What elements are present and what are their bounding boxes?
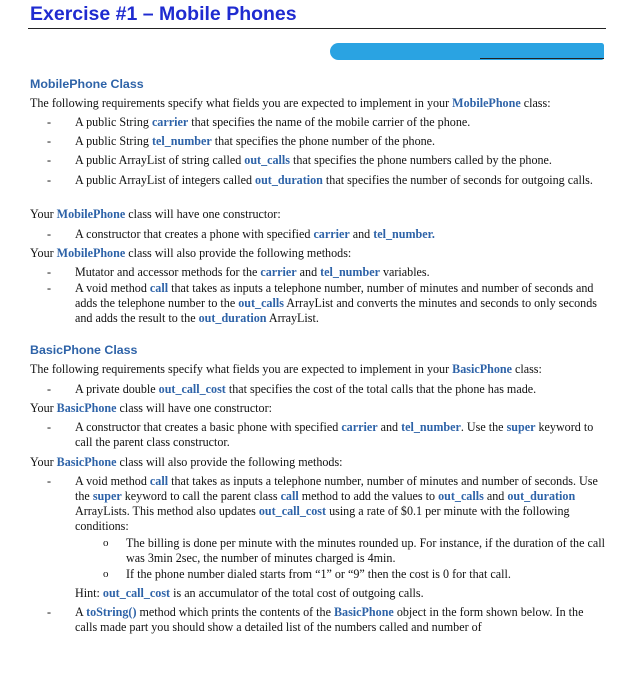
text-segment: class will also provide the following methods: — [116, 455, 343, 469]
text-segment: method to add the values to — [298, 489, 439, 503]
text-segment: A public ArrayList of integers called — [75, 173, 256, 187]
code-keyword: out_call_cost — [258, 504, 327, 518]
text-segment: A private double — [75, 382, 159, 396]
code-keyword: carrier — [260, 265, 297, 279]
text-segment: The following requirements specify what fields you are expected to implement in your — [30, 96, 453, 110]
bullet-dash: - — [47, 605, 52, 619]
text-segment: ArrayLists. This method also updates — [75, 504, 259, 518]
text-segment: A constructor that creates a basic phone with specified — [75, 420, 342, 434]
text-segment: object in the form shown below. In the calls made part you should show a detailed list of the numbers called and number of — [75, 605, 584, 634]
text-segment: The following requirements specify what fields you are expected to implement in your — [30, 362, 453, 376]
text-segment: variables. — [379, 265, 430, 279]
code-keyword: carrier — [151, 115, 189, 129]
code-keyword: out_calls — [238, 296, 284, 310]
text-segment: class will also provide the following methods: — [125, 246, 352, 260]
code-keyword: carrier — [313, 227, 350, 241]
text-segment: ArrayList and converts the minutes and seconds to only seconds and adds the result to the — [75, 296, 597, 325]
basic-method-call — [75, 474, 607, 534]
mobile-field-tel-number — [75, 134, 607, 149]
bullet-circle: o — [103, 568, 109, 580]
condition-rounding: The billing is done per minute with the minutes rounded up. For instance, if the duration of the call was 3min 2sec, the number of minutes charged is 4min. — [126, 536, 605, 565]
mobile-intro — [30, 96, 610, 111]
code-keyword: BasicPhone — [56, 455, 117, 469]
text-segment: A void method — [75, 281, 150, 295]
condition-free-numbers: If the phone number dialed starts from “1” or “9” then the cost is 0 for that call. — [126, 567, 511, 581]
mobile-ctor-intro — [30, 207, 610, 222]
code-keyword: tel_number. — [373, 227, 435, 241]
code-keyword: tel_number — [320, 265, 380, 279]
text-segment: A — [75, 605, 87, 619]
text-segment: and — [377, 420, 402, 434]
code-keyword: BasicPhone — [452, 362, 512, 376]
basic-field-out-call-cost — [75, 382, 607, 397]
text-segment: A constructor that creates a phone with specified — [75, 227, 314, 241]
code-keyword: MobilePhone — [56, 207, 126, 221]
text-segment: Your — [30, 455, 57, 469]
text-segment: Mutator and accessor methods for the — [75, 265, 261, 279]
mobile-field-out-calls — [75, 153, 607, 168]
code-keyword: MobilePhone — [452, 96, 521, 110]
text-segment: and — [296, 265, 321, 279]
mobile-method-call — [75, 281, 607, 326]
text-segment: using a rate of $0.1 per minute with the following conditions: — [75, 504, 570, 533]
text-segment: class: — [520, 96, 551, 110]
bullet-dash: - — [47, 227, 52, 241]
page-title: Exercise #1 – Mobile Phones — [30, 3, 297, 25]
bullet-dash: - — [47, 420, 52, 434]
bullet-dash: - — [47, 173, 52, 187]
text-segment: class will have one constructor: — [116, 401, 272, 415]
bullet-dash: - — [47, 134, 52, 148]
code-keyword: toString() — [86, 605, 137, 619]
code-keyword: super — [506, 420, 536, 434]
code-keyword: MobilePhone — [56, 246, 126, 260]
bullet-dash: - — [47, 265, 52, 279]
text-segment: A public String — [75, 115, 152, 129]
title-rule — [28, 28, 606, 29]
text-segment: that specifies the number of seconds for outgoing calls. — [322, 173, 593, 187]
text-segment: that specifies the cost of the total calls that the phone has made. — [225, 382, 537, 396]
mobile-methods-intro — [30, 246, 610, 261]
text-segment: Your — [30, 246, 57, 260]
text-segment: keyword to call the parent class constructor. — [75, 420, 594, 449]
basic-intro — [30, 362, 610, 377]
code-keyword: out_duration — [198, 311, 267, 325]
code-keyword: BasicPhone — [56, 401, 117, 415]
code-keyword: out_duration — [255, 173, 323, 187]
code-keyword: out_calls — [244, 153, 290, 167]
basic-methods-intro — [30, 455, 610, 470]
code-keyword: tel_number — [401, 420, 461, 434]
basic-ctor — [75, 420, 607, 450]
mobile-field-carrier — [75, 115, 607, 130]
code-keyword: super — [92, 489, 122, 503]
code-keyword: out_duration — [507, 489, 576, 503]
bullet-dash: - — [47, 281, 52, 295]
name-underline — [480, 58, 604, 59]
text-segment: A public String — [75, 134, 152, 148]
text-segment: Hint: — [75, 586, 103, 600]
text-segment: that specifies the name of the mobile carrier of the phone. — [188, 115, 471, 129]
text-segment: and — [483, 489, 508, 503]
basic-method-tostring — [75, 605, 607, 635]
text-segment: that specifies the phone number of the phone. — [211, 134, 436, 148]
hint — [75, 586, 607, 601]
text-segment: class: — [511, 362, 542, 376]
text-segment: ArrayList. — [266, 311, 319, 325]
text-segment: . Use the — [460, 420, 507, 434]
mobile-ctor — [75, 227, 607, 242]
bullet-dash: - — [47, 382, 52, 396]
text-segment: that specifies the phone numbers called by the phone. — [289, 153, 552, 167]
bullet-dash: - — [47, 115, 52, 129]
code-keyword: out_calls — [438, 489, 484, 503]
mobile-field-out-duration — [75, 173, 607, 188]
code-keyword: carrier — [341, 420, 378, 434]
code-keyword: BasicPhone — [333, 605, 394, 619]
text-segment: and — [349, 227, 374, 241]
basic-ctor-intro — [30, 401, 610, 416]
code-keyword: call — [149, 474, 169, 488]
text-segment: that takes as inputs a telephone number, number of minutes and number of seconds and adds the telephone number to the — [75, 281, 594, 310]
text-segment: A void method — [75, 474, 150, 488]
mobile-method-accessors — [75, 265, 607, 280]
text-segment: Your — [30, 401, 57, 415]
code-keyword: call — [149, 281, 169, 295]
text-segment: method which prints the contents of the — [136, 605, 334, 619]
bullet-dash: - — [47, 153, 52, 167]
code-keyword: tel_number — [151, 134, 212, 148]
text-segment: is an accumulator of the total cost of outgoing calls. — [170, 586, 424, 600]
text-segment: Your — [30, 207, 57, 221]
text-segment: class will have one constructor: — [125, 207, 281, 221]
text-segment: A public ArrayList of string called — [75, 153, 245, 167]
bullet-dash: - — [47, 474, 52, 488]
code-keyword: out_call_cost — [102, 586, 171, 600]
mobilephone-heading: MobilePhone Class — [30, 77, 144, 91]
text-segment: that takes as inputs a telephone number, number of minutes and number of seconds. Use the — [75, 474, 598, 503]
text-segment: keyword to call the parent class — [121, 489, 281, 503]
bullet-circle: o — [103, 537, 109, 549]
code-keyword: out_call_cost — [158, 382, 226, 396]
basicphone-heading: BasicPhone Class — [30, 343, 138, 357]
code-keyword: call — [280, 489, 299, 503]
